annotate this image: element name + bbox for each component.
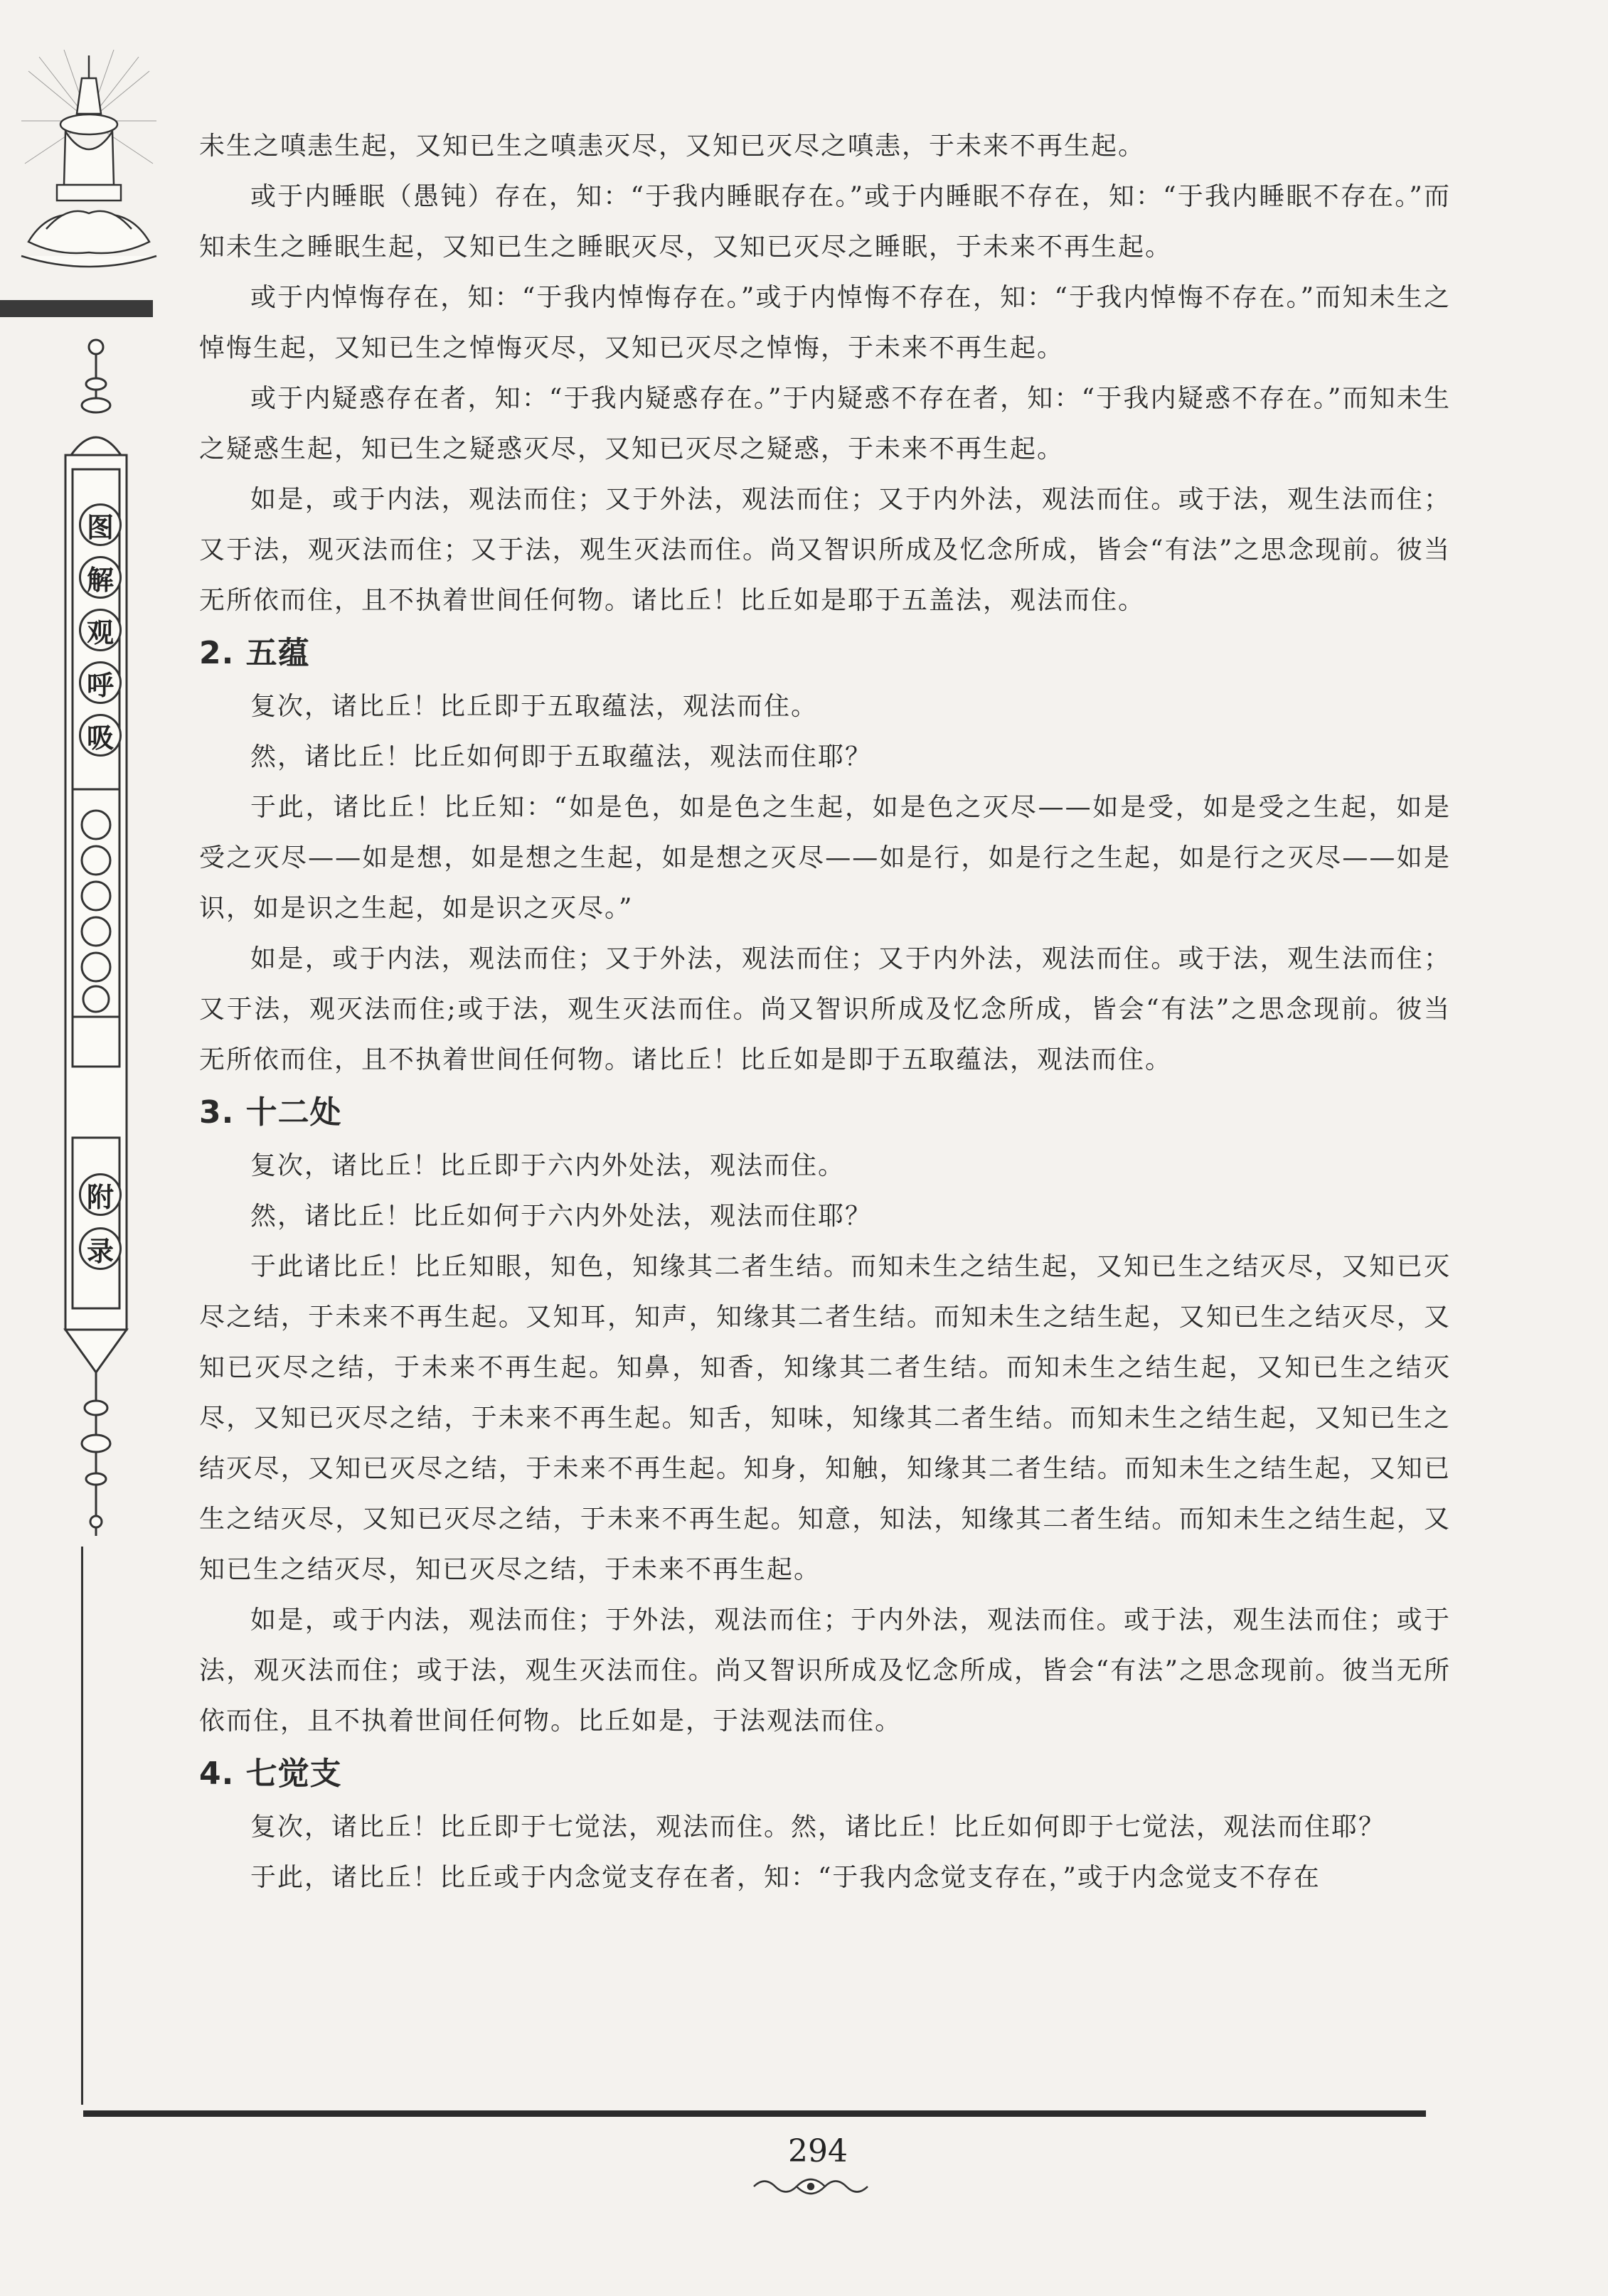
paragraph: 然，诸比丘！比丘如何于六内外处法，观法而住耶？ [250, 1202, 873, 1231]
side-title-char: 呼 [79, 661, 122, 704]
paragraph: 于此，诸比丘！比丘知：“如是色，如是色之生起，如是色之灭尽——如是受，如是受之生起，如是受之灭尽——如是想，如是想之生起，如是想之灭尽——如是行，如是行之生起，如是行之灭尽——如是识，如是识之生起，如是识之灭尽。” [199, 793, 1451, 923]
page-number: 294 [788, 2133, 848, 2169]
paragraph: 于此诸比丘！比丘知眼，知色，知缘其二者生结。而知未生之结生起，又知已生之结灭尽，又知已灭尽之结，于未来不再生起。又知耳，知声，知缘其二者生结。而知未生之结生起，又知已生之结灭尽，又知已灭尽之结，于未来不再生起。知鼻，知香，知缘其二者生结。而知未生之结生起，又知已生之结灭尽，又知已灭尽之结，于未来不再生起。知舌，知味，知缘其二者生结。而知未生之结生起，又知已生之结灭尽，又知已灭尽之结，于未来不再生起。知身，知触，知缘其二者生结。而知未生之结生起，又知已生之结灭尽，又知已灭尽之结，于未来不再生起。知意，知法，知缘其二者生结。而知未生之结生起，又知已生之结灭尽，知已灭尽之结，于未来不再生起。 [199, 1252, 1451, 1584]
footer-rule [83, 2110, 1426, 2117]
side-book-title [75, 503, 125, 757]
margin-line [81, 1547, 83, 2105]
paragraph: 如是，或于内法，观法而住；于外法，观法而住；于内外法，观法而住。或于法，观生法而住；或于法，观灭法而住；或于法，观生灭法而住。尚又智识所成及忆念所成，皆会“有法”之思念现前。彼当无所依而住，且不执着世间任何物。比丘如是，于法观法而住。 [199, 1606, 1451, 1736]
paragraph: 如是，或于内法，观法而住；又于外法，观法而住；又于内外法，观法而住。或于法，观生法而住；又于法，观灭法而住；又于法，观生灭法而住。尚又智识所成及忆念所成，皆会“有法”之思念现前。彼当无所依而住，且不执着世间任何物。诸比丘！比丘如是耶于五盖法，观法而住。 [199, 485, 1451, 615]
paragraph: 或于内睡眠（愚钝）存在，知：“于我内睡眠存在。”或于内睡眠不存在，知：“于我内睡眠不存在。”而知未生之睡眠生起，又知已生之睡眠灭尽，又知已灭尽之睡眠，于未来不再生起。 [199, 182, 1451, 262]
side-appendix-label [75, 1173, 125, 1270]
paragraph: 复次，诸比丘！比丘即于七觉法，观法而住。然，诸比丘！比丘如何即于七觉法，观法而住耶？ [250, 1812, 1386, 1842]
paragraph: 如是，或于内法，观法而住；又于外法，观法而住；又于内外法，观法而住。或于法，观生法而住；又于法，观灭法而住;或于法，观生灭法而住。尚又智识所成及忆念所成，皆会“有法”之思念现前。彼当无所依而住，且不执着世间任何物。诸比丘！比丘如是即于五取蕴法，观法而住。 [199, 944, 1451, 1074]
side-appendix-char: 录 [79, 1227, 122, 1270]
section-heading: 3. 十二处 [199, 1094, 342, 1131]
header-rule [0, 300, 153, 317]
paragraph: 复次，诸比丘！比丘即于五取蕴法，观法而住。 [250, 692, 819, 721]
section-heading: 2. 五蕴 [199, 635, 310, 671]
side-appendix-char: 附 [79, 1173, 122, 1216]
side-title-char: 观 [79, 609, 122, 651]
side-title-char: 解 [79, 556, 122, 599]
paragraph: 然，诸比丘！比丘如何即于五取蕴法，观法而住耶？ [250, 742, 873, 771]
paragraph: 未生之嗔恚生起，又知已生之嗔恚灭尽，又知已灭尽之嗔恚，于未来不再生起。 [199, 132, 1146, 161]
paragraph: 或于内疑惑存在者，知：“于我内疑惑存在。”于内疑惑不存在者，知：“于我内疑惑不存在。”而知未生之疑惑生起，知已生之疑惑灭尽，又知已灭尽之疑惑，于未来不再生起。 [199, 384, 1451, 464]
side-title-char: 图 [79, 503, 122, 546]
side-title-char: 吸 [79, 714, 122, 757]
paragraph: 于此，诸比丘！比丘或于内念觉支存在者，知：“于我内念觉支存在，”或于内念觉支不存在 [250, 1863, 1321, 1892]
section-heading: 4. 七觉支 [199, 1756, 342, 1792]
page-body [199, 121, 1451, 1903]
footer-ornament [747, 2172, 875, 2201]
paragraph: 复次，诸比丘！比丘即于六内外处法，观法而住。 [250, 1151, 846, 1180]
stupa-illustration [7, 43, 171, 277]
paragraph: 或于内悼悔存在，知：“于我内悼悔存在。”或于内悼悔不存在，知：“于我内悼悔不存在。”而知未生之悼悔生起，又知已生之悼悔灭尽，又知已灭尽之悼悔，于未来不再生起。 [199, 283, 1451, 363]
